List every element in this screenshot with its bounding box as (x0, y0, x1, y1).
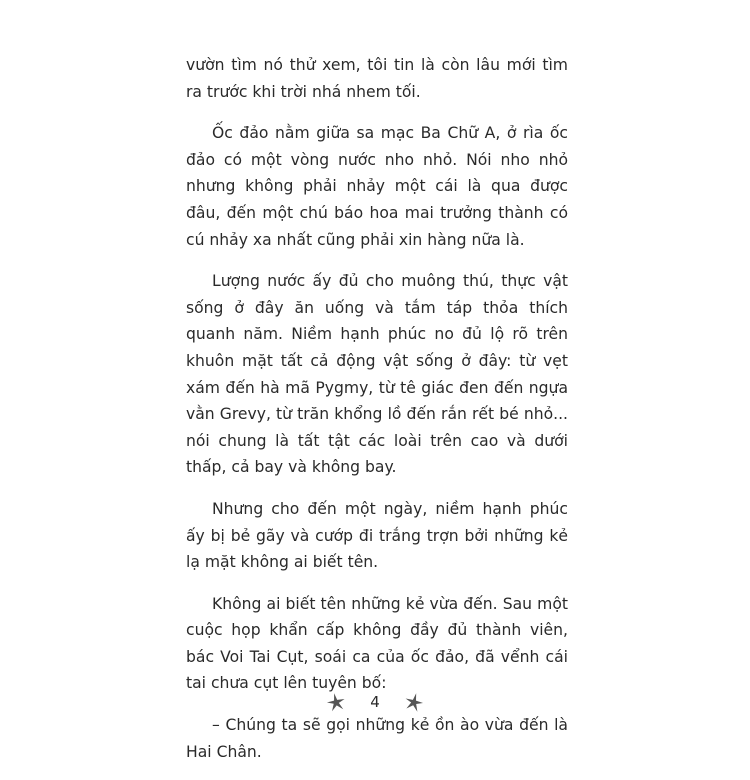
paragraph-4: Nhưng cho đến một ngày, niềm hạnh phúc ấy bị bẻ gãy và cướp đi trắng trợn bởi những kẻ lạ mặt không ai biết tên. (186, 499, 568, 572)
paragraph-6: – Chúng ta sẽ gọi những kẻ ồn ào vừa đến là Hai Chân. (186, 716, 568, 761)
page-number: 4 (370, 693, 380, 711)
paragraph-3: Lượng nước ấy đủ cho muông thú, thực vật sống ở đây ăn uống và tắm táp thỏa thích quanh năm. Niềm hạnh phúc no đủ lộ rõ trên khuôn mặt tất cả động vật sống ở đây: từ vẹt xám đến hà mã Pygmy, từ tê giác đen đến ngựa vằn Grevy, từ trăn khổng lồ đến rắn rết bé nhỏ... nói chung là tất tật các loài trên cao và dưới thấp, cả bay và không bay. (186, 272, 568, 477)
paragraph-2: Ốc đảo nằm giữa sa mạc Ba Chữ A, ở rìa ốc đảo có một vòng nước nho nhỏ. Nói nho nhỏ nhưng không phải nhảy một cái là qua được đâu, đến một chú báo hoa mai trưởng thành có cú nhảy xa nhất cũng phải xin hàng nữa là. (186, 124, 568, 249)
page-footer (0, 690, 750, 714)
paragraph-5: Không ai biết tên những kẻ vừa đến. Sau một cuộc họp khẩn cấp không đầy đủ thành viên, bác Voi Tai Cụt, soái ca của ốc đảo, đã vểnh cái tai chưa cụt lên tuyên bố: (186, 594, 568, 693)
paragraph-1: vườn tìm nó thử xem, tôi tin là còn lâu mới tìm ra trước khi trời nhá nhem tối. (186, 56, 568, 101)
body-text (186, 52, 568, 780)
star-ornament-right-icon (404, 692, 424, 712)
star-ornament-left-icon (326, 692, 346, 712)
